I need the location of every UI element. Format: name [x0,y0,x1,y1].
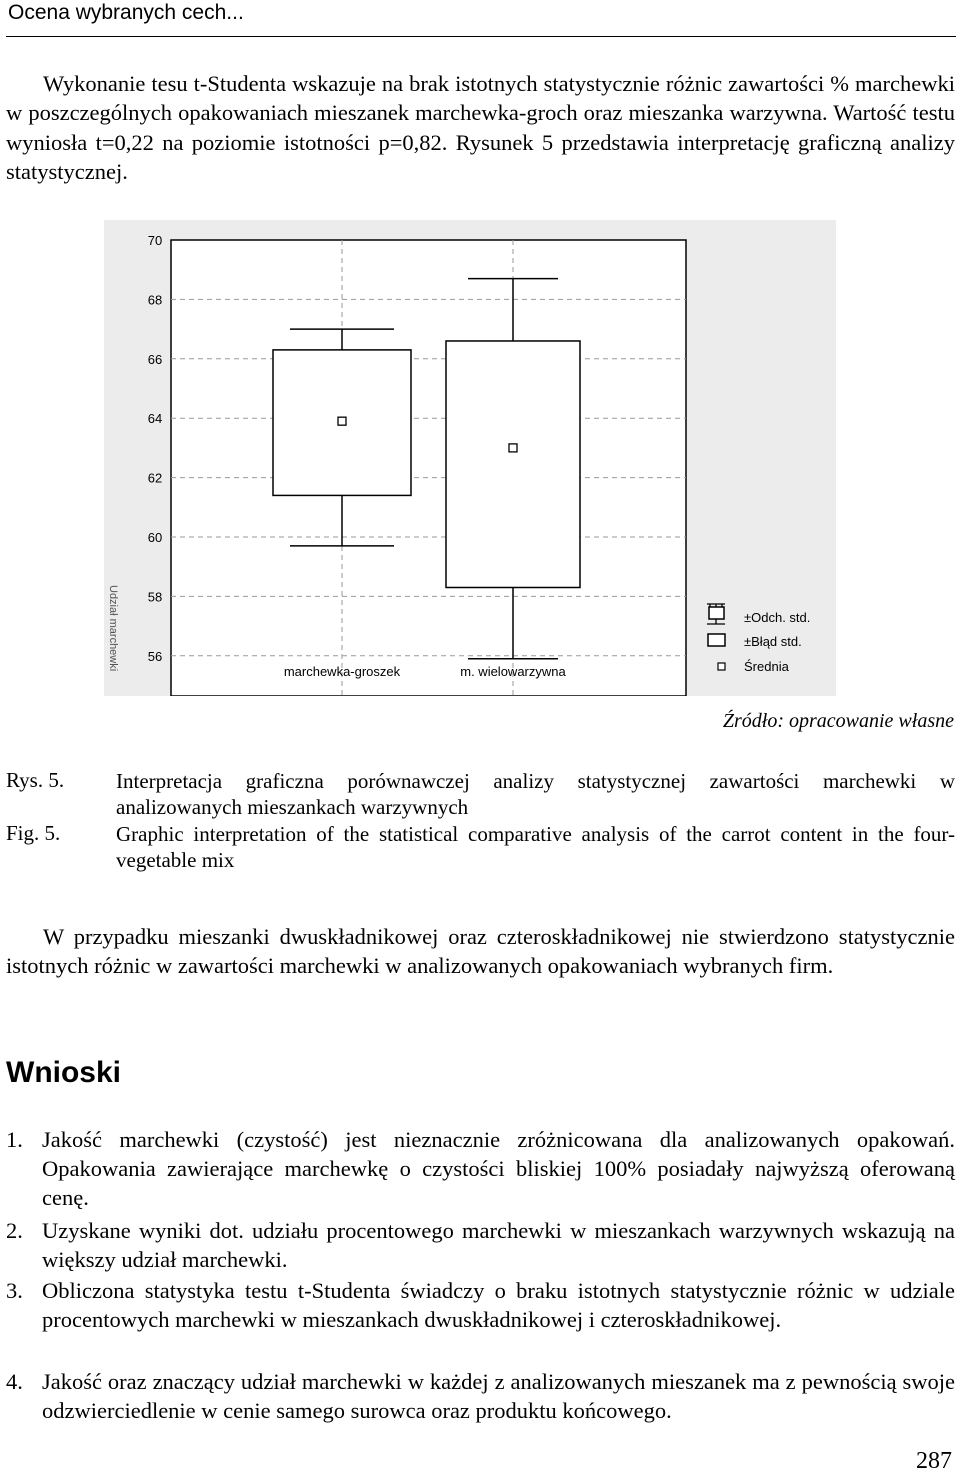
section-heading: Wnioski [6,1056,122,1089]
y-tick-label: 66 [147,351,163,367]
conclusion-text: Obliczona statystyka testu t-Studenta świadczy o braku istotnych statystycznie różnic w udziale procentowych marchewki w mieszankach dwuskładnikowej i czteroskładnikowej. [42,1278,955,1332]
caption-pl-text: Interpretacja graficzna porównawczej analizy statystycznej zawartości marchewki w analizowanych mieszankach warzywnych [116,769,955,819]
body-paragraph: Wykonanie tesu t-Studenta wskazuje na brak istotnych statystycznie różnic zawartości % marchewki w poszczególnych opakowaniach mieszanek marchewka-groch oraz mieszanka warzywna. Wartość testu wyniosła t=0,22 na poziomie istotności p=0,82. Rysunek 5 przedstawia interpretację graficzną analizy statystycznej. [6,71,955,184]
y-tick-label: 56 [147,648,163,664]
mean-marker [509,444,517,452]
conclusion-text: Uzyskane wyniki dot. udziału procentowego marchewki w mieszankach warzywnych wskazują na większy udział marchewki. [42,1218,955,1272]
conclusion-number: 1. [6,1127,23,1152]
mean-marker [338,417,346,425]
source-note: Źródło: opracowanie własne [722,710,954,732]
caption-en-text: Graphic interpretation of the statistical comparative analysis of the carrot content in the four-vegetable mix [116,822,955,872]
y-tick-label: 68 [147,292,163,308]
y-tick-label: 58 [147,589,163,605]
header-rule [6,36,956,37]
legend-se-label: ±Błąd std. [744,634,802,649]
running-head: Ocena wybranych cech... [8,1,244,24]
body-paragraph: W przypadku mieszanki dwuskładnikowej oraz czteroskładnikowej nie stwierdzono statystycznie istotnych różnic w zawartości marchewki w analizowanych opakowaniach wybranych firm. [6,924,955,979]
caption-en-label: Fig. 5. [6,821,61,845]
figure-5-chart [104,220,836,696]
x-category-label: marchewka-groszek [283,664,401,679]
conclusion-text: Jakość oraz znaczący udział marchewki w każdej z analizowanych mieszanek ma z pewnością swoje odzwierciedlenie w cenie samego surowca oraz produktu końcowego. [42,1369,955,1423]
box-plot [104,220,836,696]
conclusion-text: Jakość marchewki (czystość) jest nieznacznie zróżnicowana dla analizowanych opakowań. Opakowania zawierające marchewkę o czystości bliskiej 100% posiadały najwyższą oferowaną cenę. [42,1127,955,1210]
se-box [446,341,580,588]
y-tick-label: 62 [147,470,163,486]
y-tick-label: 60 [147,530,163,545]
page-number: 287 [916,1448,952,1474]
y-tick-label: 70 [147,233,163,248]
conclusion-number: 2. [6,1218,23,1243]
se-box-legend-icon [708,634,725,646]
legend-sd-label: ±Odch. std. [744,610,811,625]
sd-legend-icon-box [709,607,724,619]
legend-mean-label: Średnia [744,659,789,674]
conclusion-number: 3. [6,1278,23,1303]
mean-legend-icon [718,663,725,670]
x-category-label: m. wielowarzywna [460,664,566,679]
y-tick-label: 64 [147,411,163,427]
conclusion-number: 4. [6,1369,23,1394]
y-axis-label: Udział marchewki [107,585,119,672]
plot-area [171,240,686,696]
caption-pl-label: Rys. 5. [6,768,65,792]
